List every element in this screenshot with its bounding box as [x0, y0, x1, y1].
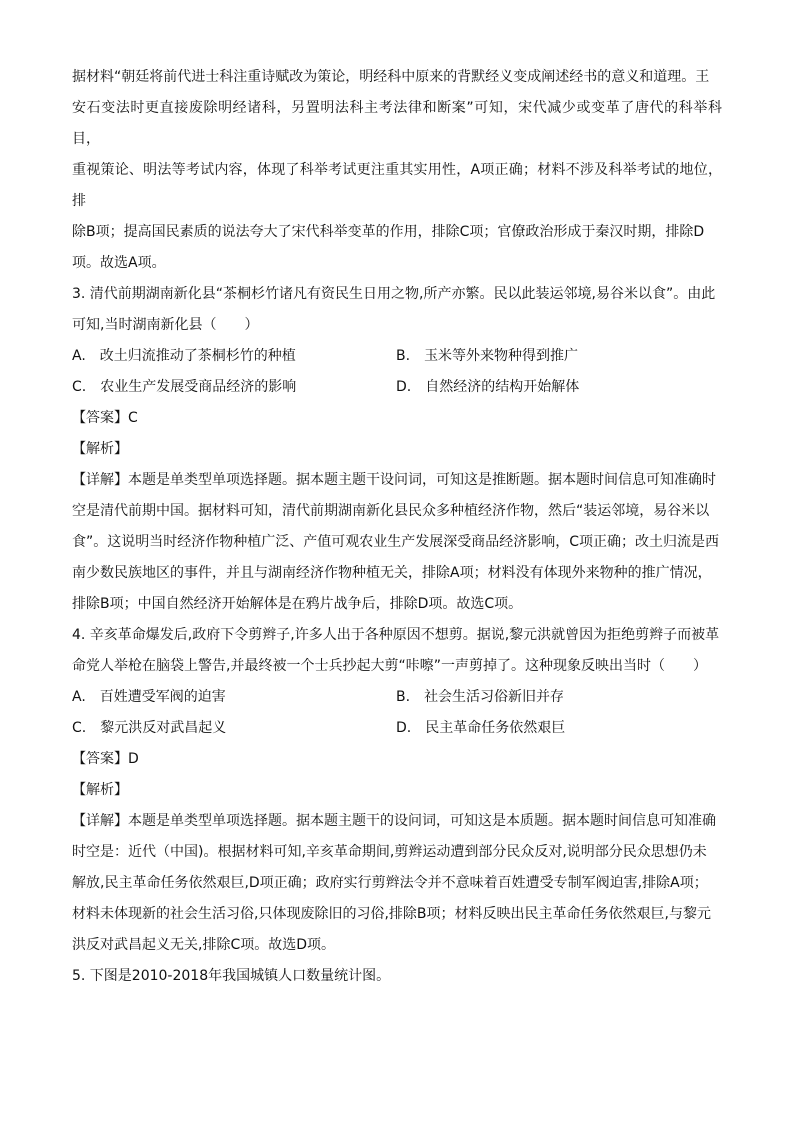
option-key: C.: [72, 379, 87, 395]
question-3-detail: [72, 465, 722, 620]
option-c: [72, 713, 396, 744]
question-3: [72, 279, 722, 620]
option-key: A.: [72, 348, 86, 364]
text-line: 项。故选A项。: [72, 255, 166, 271]
option-a: [72, 682, 396, 713]
option-a: [72, 341, 396, 372]
question-3-options: [72, 341, 722, 403]
question-4: [72, 620, 722, 961]
analysis-label: 【解析】: [72, 441, 128, 457]
text-line: 解放,民主革命任务依然艰巨,D项正确；政府实行剪辫法令并不意味着百姓遭受专制军阀迫害,排除A项；: [72, 875, 708, 891]
option-key: C.: [72, 720, 87, 736]
text-line: 洪反对武昌起义无关,排除C项。故选D项。: [72, 937, 336, 953]
text-line: 【详解】本题是单类型单项选择题。据本题主题干设问词，可知这是推断题。据本题时间信息可知准确时: [72, 472, 716, 488]
text-line: 时空是：近代（中国)。根据材料可知,辛亥革命期间,剪辫运动遭到部分民众反对,说明部分民众思想仍未: [72, 844, 707, 860]
text-line: 南少数民族地区的事件，并且与湖南经济作物种植无关，排除A项；材料没有体现外来物种的推广情况，: [72, 565, 712, 581]
text-line: 4. 辛亥革命爆发后,政府下令剪辫子,许多人出于各种原因不想剪。据说,黎元洪就曾因为拒绝剪辫子而被革: [72, 627, 720, 643]
option-text: 改土归流推动了茶桐杉竹的种植: [99, 348, 296, 364]
text-line: 3. 清代前期湖南新化县“茶桐杉竹诸凡有资民生日用之物,所产亦繁。民以此装运邻境,易谷米以食”。由此: [72, 286, 716, 302]
text-line: 材料未体现新的社会生活习俗,只体现废除旧的习俗,排除B项；材料反映出民主革命任务依然艰巨,与黎元: [72, 906, 711, 922]
option-text: 百姓遭受军阀的迫害: [99, 689, 226, 705]
text-line: 【详解】本题是单类型单项选择题。据本题主题干的设问词，可知这是本质题。据本题时间信息可知准确: [72, 813, 716, 829]
option-text: 民主革命任务依然艰巨: [425, 720, 566, 736]
option-d: [396, 713, 722, 744]
document-page: [72, 62, 722, 992]
text-line: 食”。这说明当时经济作物种植广泛、产值可观农业生产发展深受商品经济影响，C项正确；改土归流是西: [72, 534, 720, 550]
answer-label: 【答案】C: [72, 410, 138, 426]
option-text: 社会生活习俗新旧并存: [424, 689, 565, 705]
analysis-label: 【解析】: [72, 782, 128, 798]
option-key: B.: [396, 348, 411, 364]
option-text: 黎元洪反对武昌起义: [100, 720, 227, 736]
question-4-stem: [72, 620, 722, 682]
intro-explanation: [72, 62, 722, 279]
text-line: 空是清代前期中国。据材料可知，清代前期湖南新化县民众多种植经济作物，然后“装运邻境，易谷米以: [72, 503, 710, 519]
option-c: [72, 372, 396, 403]
text-line: 命党人举枪在脑袋上警告,并最终被一个士兵抄起大剪“咔嚓”一声剪掉了。这种现象反映出当时（ ）: [72, 658, 707, 674]
text-line: 除B项；提高国民素质的说法夸大了宋代科举变革的作用，排除C项；官僚政治形成于秦汉时期，排除D: [72, 224, 705, 240]
option-b: [396, 341, 722, 372]
text-line: 排除B项；中国自然经济开始解体是在鸦片战争后，排除D项。故选C项。: [72, 596, 523, 612]
option-text: 自然经济的结构开始解体: [425, 379, 580, 395]
option-key: D.: [396, 379, 412, 395]
answer-label: 【答案】D: [72, 751, 139, 767]
option-key: A.: [72, 689, 86, 705]
text-line: 据材料“朝廷将前代进士科注重诗赋改为策论，明经科中原来的背默经义变成阐述经书的意义和道理。王: [72, 69, 710, 85]
text-line: 重视策论、明法等考试内容，体现了科举考试更注重其实用性，A项正确；材料不涉及科举考试的地位，排: [72, 162, 722, 209]
option-b: [396, 682, 722, 713]
question-5-stem: 5. 下图是2010-2018年我国城镇人口数量统计图。: [72, 968, 391, 984]
option-key: B.: [396, 689, 411, 705]
option-d: [396, 372, 722, 403]
question-4-detail: [72, 806, 722, 961]
option-key: D.: [396, 720, 412, 736]
option-text: 玉米等外来物种得到推广: [424, 348, 579, 364]
text-line: 安石变法时更直接废除明经诸科，另置明法科主考法律和断案”可知，宋代减少或变革了唐代的科举科目，: [72, 100, 722, 147]
text-line: 可知,当时湖南新化县（ ）: [72, 317, 259, 333]
question-4-options: [72, 682, 722, 744]
option-text: 农业生产发展受商品经济的影响: [100, 379, 297, 395]
question-3-stem: [72, 279, 722, 341]
